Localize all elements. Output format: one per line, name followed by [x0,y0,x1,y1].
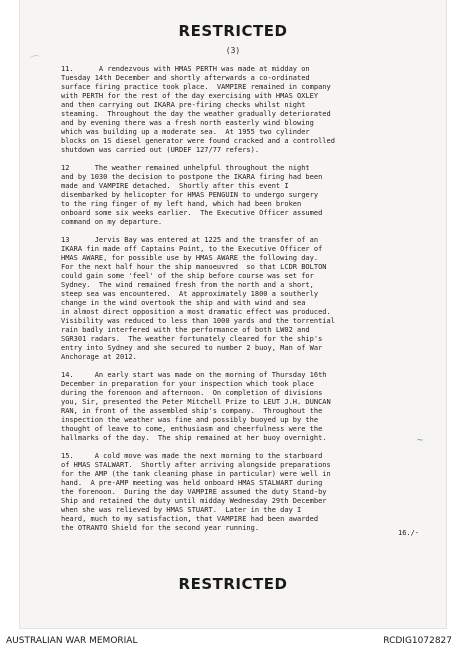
text-line: Visibility was reduced to less than 1000 yards and the torrential [61,317,335,325]
archive-record-id: RCDIG1072827 [383,636,452,646]
text-line: you, Sir, presented the Peter Mitchell Prize to LEUT J.H. DUNCAN [61,398,331,406]
paragraph-14 [61,371,409,443]
continuation-marker: 16./- [398,529,420,537]
text-line: disembarked by helicopter for HMAS PENGUIN to undergo surgery [61,191,319,199]
text-line: RAN, in front of the assembled ship's company. Throughout the [61,407,323,415]
text-line: which was building up a moderate sea. At 1955 two cylinder [61,128,310,136]
text-line: and then carrying out IKARA pre-firing checks whilst night [61,101,306,109]
paragraph-12 [61,164,409,227]
text-line: hand. A pre-AMP meeting was held onboard HMAS STALWART during [61,479,323,487]
text-line: IKARA fin made off Captains Point, to the Executive Officer of [61,245,323,253]
text-line: command on my departure. [61,218,163,226]
text-line: during the forenoon and afternoon. On completion of divisions [61,389,323,397]
text-line: with PERTH for the rest of the day exercising with HMAS OXLEY [61,92,319,100]
text-line: 14. An early start was made on the morning of Thursday 16th [61,371,327,379]
text-line: and by 1030 the decision to postpone the IKARA firing had been [61,173,323,181]
text-line: 15. A cold move was made the next morning to the starboard [61,452,323,460]
text-line: 11. A rendezvous with HMAS PERTH was made at midday on [61,65,310,73]
text-line: the forenoon. During the day VAMPIRE assumed the duty Stand-by [61,488,327,496]
text-line: Ship and retained the duty until midday Wednesday 29th December [61,497,327,505]
text-line: change in the wind overtook the ship and with wind and sea [61,299,306,307]
document-page [20,0,446,628]
text-line: December in preparation for your inspection which took place [61,380,314,388]
text-line: 13 Jervis Bay was entered at 1225 and the transfer of an [61,236,319,244]
text-line: entry into Sydney and she secured to number 2 buoy, Man of War [61,344,323,352]
text-line: of HMAS STALWART. Shortly after arriving alongside preparations [61,461,331,469]
text-line: Sydney. The wind remained fresh from the north and a short, [61,281,314,289]
text-line: Tuesday 14th December and shortly afterwards a co-ordinated [61,74,310,82]
text-line: 12 The weather remained unhelpful throughout the night [61,164,310,172]
paragraph-11 [61,65,409,155]
paragraph-15 [61,452,409,533]
text-line: heard, much to my satisfaction, that VAMPIRE had been awarded [61,515,319,523]
text-line: when she was relieved by HMAS STUART. Later in the day I [61,506,302,514]
classification-stamp-top: RESTRICTED [178,22,288,40]
text-line: to the ring finger of my left hand, which had been broken [61,200,302,208]
text-line: steaming. Throughout the day the weather gradually deteriorated [61,110,331,118]
text-line: shutdown was carried out (URDEF 127/77 refers). [61,146,260,154]
text-line: For the next half hour the ship manoeuvred so that LCDR BOLTON [61,263,327,271]
archive-institution-caption: AUSTRALIAN WAR MEMORIAL [6,636,138,646]
text-line: SGR301 radars. The weather fortunately cleared for the ship's [61,335,323,343]
document-body [61,65,409,542]
text-line: thought of leave to come, enthusiasm and cheerfulness were the [61,425,323,433]
text-line: hallmarks of the day. The ship remained at her buoy overnight. [61,434,327,442]
classification-stamp-bottom: RESTRICTED [178,575,288,593]
text-line: the OTRANTO Shield for the second year running. [61,524,260,532]
page-number: (3) [225,46,241,55]
text-line: for the AMP (the tank cleaning phase in particular) were well in [61,470,331,478]
text-line: onboard some six weeks earlier. The Executive Officer assumed [61,209,323,217]
paragraph-13 [61,236,409,362]
text-line: in almost direct opposition a most dramatic effect was produced. [61,308,331,316]
text-line: rain badly interfered with the performance of both LW02 and [61,326,310,334]
text-line: could gain some 'feel' of the ship before course was set for [61,272,314,280]
handwritten-tick-mark: ~ [417,435,424,446]
text-line: inspection the weather was fine and possibly buoyed up by the [61,416,319,424]
text-line: and by evening there was a fresh north easterly wind blowing [61,119,314,127]
text-line: surface firing practice took place. VAMPIRE remained in company [61,83,331,91]
text-line: blocks on 1S diesel generator were found cracked and a controlled [61,137,335,145]
text-line: made and VAMPIRE detached. Shortly after this event I [61,182,289,190]
text-line: HMAS AWARE, for possible use by HMAS AWARE the following day. [61,254,319,262]
pencil-annotation-mark: ⌒ [29,55,42,68]
text-line: steep sea was encountered. At approximately 1800 a southerly [61,290,319,298]
text-line: Anchorage at 2012. [61,353,137,361]
